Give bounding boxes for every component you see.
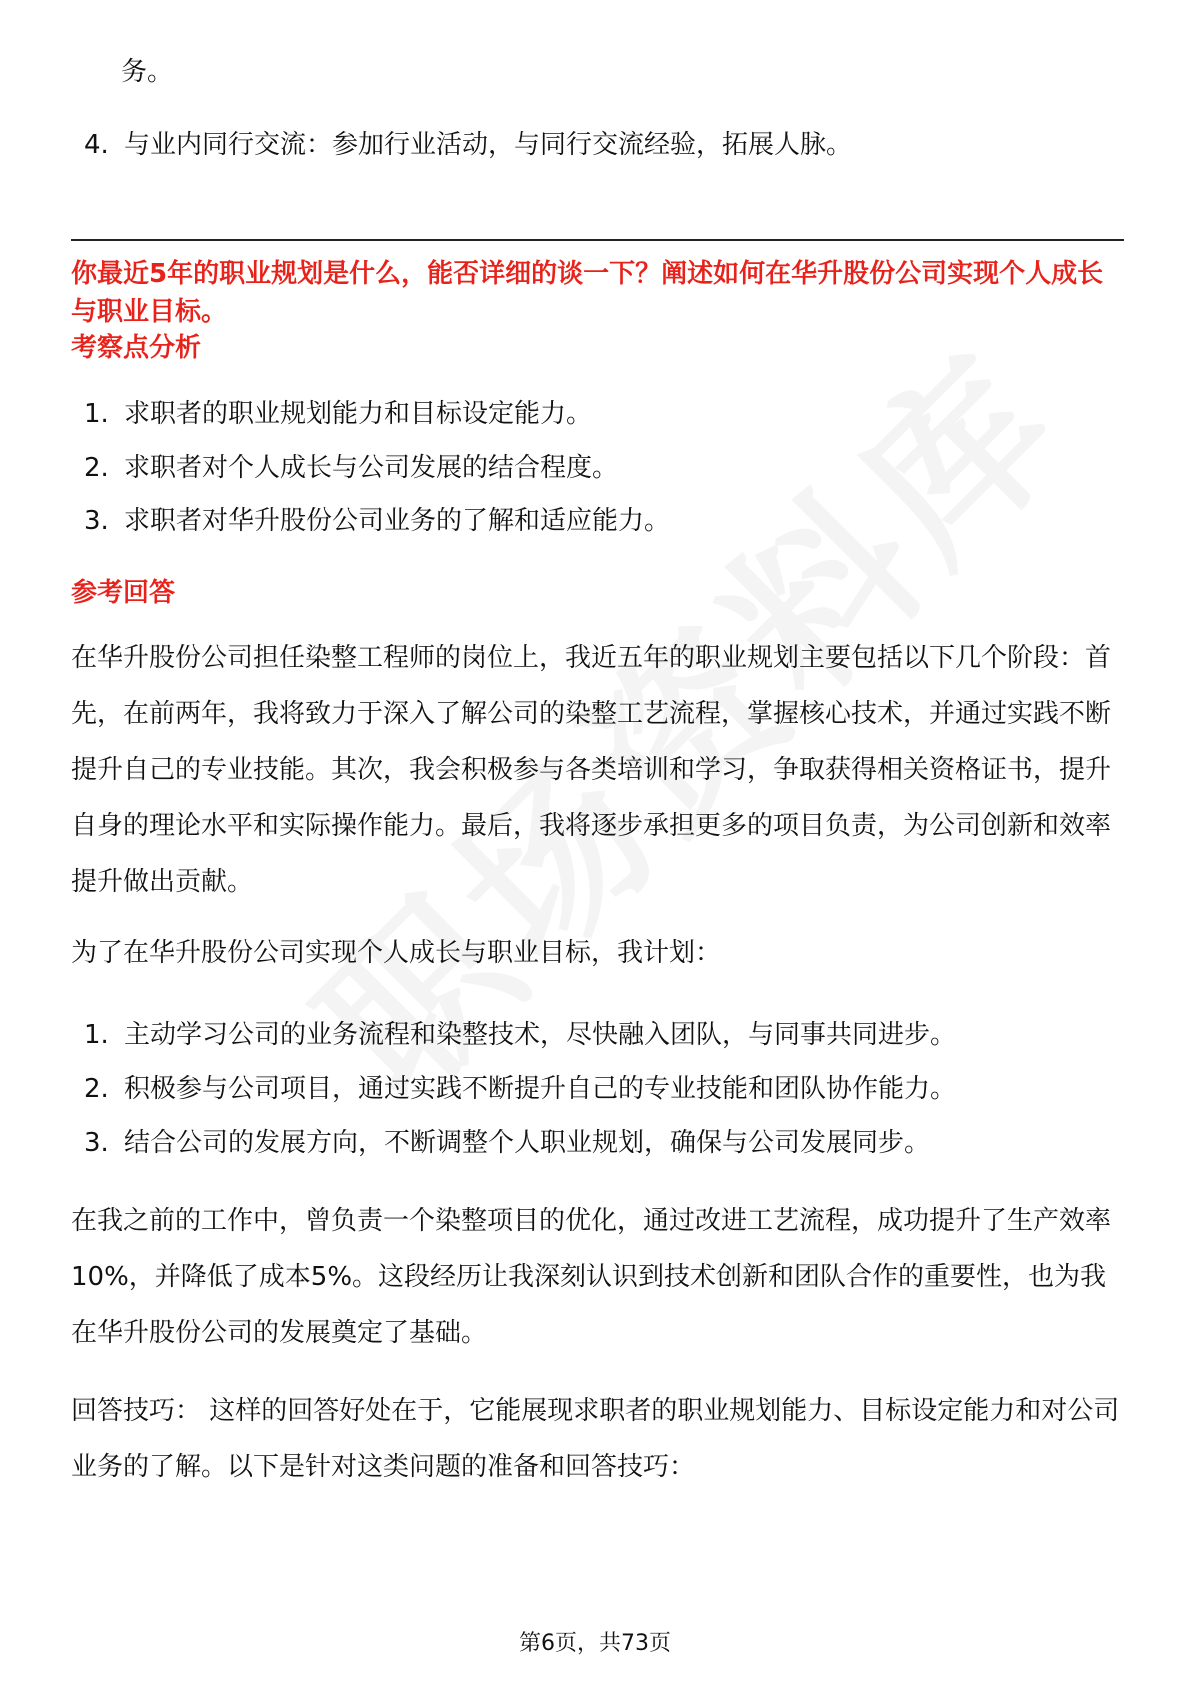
list-number: 1. xyxy=(84,399,109,429)
list-number: 4. xyxy=(84,130,109,160)
list-number: 2. xyxy=(84,1074,109,1104)
list-number: 1. xyxy=(84,1020,109,1050)
list-item xyxy=(84,448,618,488)
list-number: 3. xyxy=(84,506,109,536)
answer-paragraph: 在我之前的工作中，曾负责一个染整项目的优化，通过改进工艺流程，成功提升了生产效率10%，并降低了成本5%。这段经历让我深刻认识到技术创新和团队合作的重要性，也为我在华升股份公司的发展奠定了基础。 xyxy=(71,1206,1112,1348)
list-number: 3. xyxy=(84,1128,109,1158)
list-text: 主动学习公司的业务流程和染整技术，尽快融入团队，与同事共同进步。 xyxy=(124,1020,957,1050)
answer-heading: 参考回答 xyxy=(71,578,176,608)
list-item xyxy=(84,501,670,541)
answer-paragraph: 在华升股份公司担任染整工程师的岗位上，我近五年的职业规划主要包括以下几个阶段：首先，在前两年，我将致力于深入了解公司的染整工艺流程，掌握核心技术，并通过实践不断提升自己的专业技能。其次，我会积极参与各类培训和学习，争取获得相关资格证书，提升自身的理论水平和实际操作能力。最后，我将逐步承担更多的项目负责，为公司创新和效率提升做出贡献。 xyxy=(71,643,1112,897)
tips-paragraph: 回答技巧： 这样的回答好处在于，它能展现求职者的职业规划能力、目标设定能力和对公司业务的了解。以下是针对这类问题的准备和回答技巧： xyxy=(71,1396,1120,1482)
page-number: 第6页，共73页 xyxy=(519,1631,671,1656)
list-item xyxy=(84,1069,956,1109)
divider xyxy=(71,239,1124,241)
question-heading: 你最近5年的职业规划是什么，能否详细的谈一下？阐述如何在华升股份公司实现个人成长与职业目标。 xyxy=(71,259,1104,327)
list-text: 求职者的职业规划能力和目标设定能力。 xyxy=(124,399,593,429)
list-item xyxy=(84,394,592,434)
list-text: 结合公司的发展方向，不断调整个人职业规划，确保与公司发展同步。 xyxy=(124,1128,931,1158)
list-item xyxy=(84,1015,956,1055)
list-text: 求职者对个人成长与公司发展的结合程度。 xyxy=(124,453,619,483)
list-text: 与业内同行交流：参加行业活动，与同行交流经验，拓展人脉。 xyxy=(124,130,853,160)
analysis-heading: 考察点分析 xyxy=(71,333,202,363)
answer-paragraph: 为了在华升股份公司实现个人成长与职业目标，我计划： xyxy=(71,938,722,968)
list-text: 求职者对华升股份公司业务的了解和适应能力。 xyxy=(124,506,671,536)
list-item xyxy=(84,1123,930,1163)
list-item xyxy=(84,125,852,165)
list-number: 2. xyxy=(84,453,109,483)
list-text: 积极参与公司项目，通过实践不断提升自己的专业技能和团队协作能力。 xyxy=(124,1074,957,1104)
continued-text: 务。 xyxy=(121,57,174,87)
